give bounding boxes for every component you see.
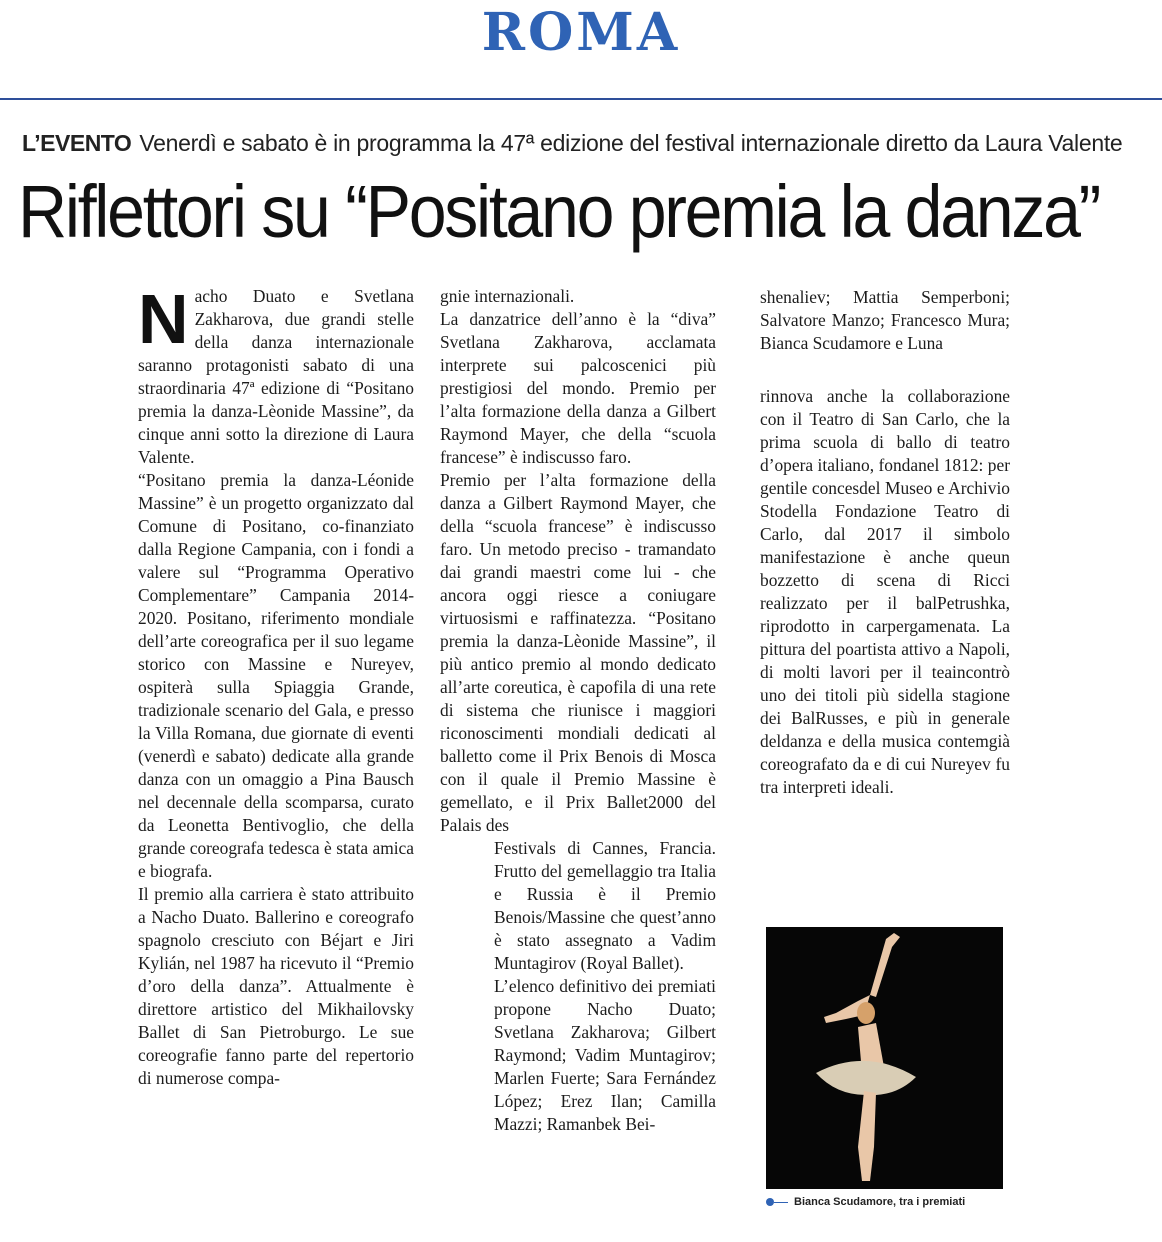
kicker-label: L’EVENTO: [22, 130, 132, 156]
dropcap: N: [138, 280, 189, 358]
paragraph: Premio per l’alta formazione della danza a Gilbert Raymond Mayer, che della “scuola francese” è indiscusso faro. Un metodo preciso - tramandato dai grandi maestri come lui - che ancora oggi riesce a coniugare virtuosismi e raffinatezza. “Positano premia la danza-Lèonide Massine”, il più antico premio al mondo dedicato all’arte coreutica, è capofila di una rete di sistema che riunisce i maggiori riconoscimenti mondiali dedicati al balletto come il Prix Benois di Mosca con il quale il Premio Massine è gemellato, e il Prix Ballet2000 del Palais des: [440, 470, 716, 835]
caption-bullet-icon: [766, 1198, 774, 1206]
newspaper-title: ROMA: [481, 2, 681, 63]
paragraph: Festivals di Cannes, Francia. Frutto del gemellaggio tra Italia e Russia è il Premio Benois/Massine che quest’anno è stato assegnato a Vadim Muntagirov (Royal Ballet).: [494, 838, 716, 973]
paragraph: La danzatrice dell’anno è la “diva” Svetlana Zakharova, acclamata interprete sui palcoscenici più prestigiosi del mondo. Premio per l’alta formazione della danza a Gilbert Raymond Mayer, che della “scuola francese” è indiscusso faro.: [440, 309, 716, 467]
dancer-image: [766, 927, 1003, 1189]
paragraph: Nacho Duato e Svetlana Zakharova, due grandi stelle della danza internazionale saranno protagonisti sabato di una straordinaria 47ª edizione di “Positano premia la danza-Lèonide Massine”, da cinque anni sotto la direzione di Laura Valente.: [138, 280, 414, 467]
paragraph: rinnova anche la collaborazione con il Teatro di San Carlo, che la prima scuola di ballo di teatro d’opera italiano, fondanel 1812: per gentile concesdel Museo e Archivio Stodella Fondazione Teatro di Carlo, dal 2017 il simbolo manifestazione è anche queun bozzetto di scena di Ricci realizzato per il balPetrushka, riprodotto in carpergamenata. La pittura del poartista attivo a Napoli, di molti lavori per il teaincontrò uno dei titoli più sidella stagione dei BalRusses, e più in generale deldanza e della musica contemgià coreografato da e di cui Nureyev fu tra interpreti ideali.: [760, 386, 1010, 797]
article-column-1: [138, 280, 414, 1090]
paragraph: L’elenco definitivo dei premiati propone Nacho Duato; Svetlana Zakharova; Gilbert Raymond; Vadim Muntagirov; Marlen Fuerte; Sara Fernández López; Erez Ilan; Camilla Mazzi; Ramanbek Bei-: [494, 976, 716, 1134]
article-column-3: [760, 286, 1010, 799]
photo-caption: Bianca Scudamore, tra i premiati: [766, 1196, 1066, 1208]
paragraph: “Positano premia la danza-Léonide Massine” è un progetto organizzato dal Comune di Positano, co-finanziato dalla Regione Campania, con i fondi a valere sul “Programma Operativo Complementare” Campania 2014-2020. Positano, riferimento mondiale dell’arte coreografica per il suo legame storico con Massine e Nureyev, ospiterà sulla Spiaggia Grande, tradizionale scenario del Gala, e presso la Villa Romana, due giornate di eventi (venerdì e sabato) dedicate alla grande danza con un omaggio a Pina Bausch nel decennale della scomparsa, curato da Leonetta Bentivoglio, che della grande coreografa tedesca è stata amica e biografa.: [138, 470, 414, 881]
dancer-photo: [766, 927, 1003, 1189]
column-2-lower: [440, 837, 716, 1136]
masthead: [0, 0, 1162, 100]
headline: Riflettori su “Positano premia la danza”: [18, 170, 1100, 253]
kicker-text: Venerdì e sabato è in programma la 47ª edizione del festival internazionale diretto da Laura Valente: [139, 130, 1123, 156]
paragraph: Il premio alla carriera è stato attribuito a Nacho Duato. Ballerino e coreografo spagnolo cresciuto con Béjart e Jiri Kylián, nel 1987 ha ricevuto il “Premio d’oro della danza”. Attualmente è direttore artistico del Mikhailovsky Ballet di San Pietroburgo. Le sue coreografie fanno parte del repertorio di numerose compa-: [138, 884, 414, 1088]
article-column-2: [440, 285, 716, 1136]
masthead-rule: [0, 98, 1162, 100]
caption-rule: [774, 1202, 788, 1203]
paragraph: gnie internazionali.: [440, 286, 575, 306]
kicker: [22, 130, 1152, 157]
paragraph: shenaliev; Mattia Semperboni; Salvatore Manzo; Francesco Mura; Bianca Scudamore e Luna: [760, 287, 1010, 353]
